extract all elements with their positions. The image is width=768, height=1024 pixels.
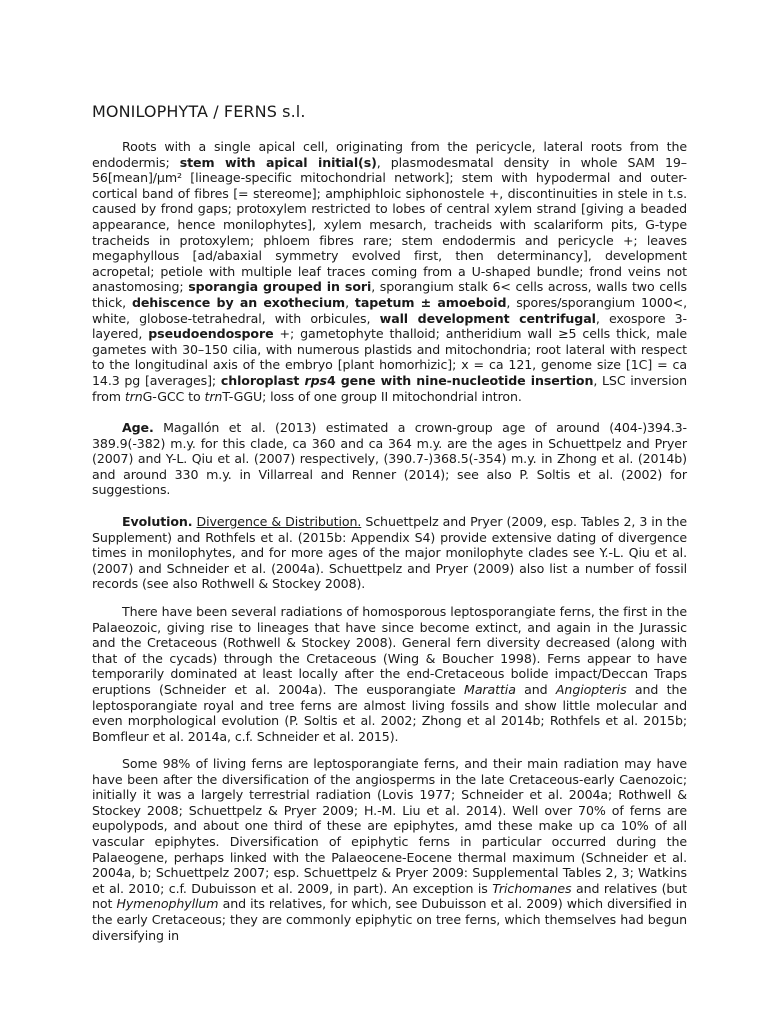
paragraph-radiations: There have been several radiations of homosporous leptosporangiate ferns, the first in the Palaeozoic, giving rise to lineages that have since become extinct, and again in the Jurassic and the Cretaceous (Rothwell & Stockey 2008). General fern diversity decreased (along with that of the cycads) through the Cretaceous (Wing & Boucher 1998). Ferns appear to have temporarily dominated at least locally after the end-Cretaceous bolide impact/Deccan Traps eruptions (Schneider et al. 2004a). The eusporangiate Marattia and Angiopteris and the leptosporangiate royal and tree ferns are almost living fossils and show little molecular and even morphological evolution (P. Soltis et al. 2002; Zhong et al 2014b; Rothfels et al. 2015b; Bomfleur et al. 2014a, c.f. Schneider et al. 2015). (92, 604, 687, 744)
page-title: MONILOPHYTA / FERNS s.l. (92, 102, 306, 121)
paragraph-characters: Roots with a single apical cell, originating from the pericycle, lateral roots from the endodermis; stem with apical initial(s), plasmodesmatal density in whole SAM 19–56[mean]/µm² [lineage-specific mitochondrial network]; stem with hypodermal and outer-cortical band of fibres [= stereome]; amphiphloic siphonostele +, discontinuities in stele in t.s. caused by frond gaps; protoxylem restricted to lobes of central xylem strand [giving a beaded appearance, hence monilophytes], xylem mesarch, tracheids with scalariform pits, G-type tracheids in protoxylem; phloem fibres rare; stem endodermis and pericycle +; leaves megaphyllous [ad/abaxial symmetry evolved first, then determinancy], development acropetal; petiole with multiple leaf traces coming from a U-shaped bundle; frond veins not anastomosing; sporangia grouped in sori, sporangium stalk 6< cells across, walls two cells thick, dehiscence by an exothecium, tapetum ± amoeboid, spores/sporangium 1000<, white, globose-tetrahedral, with orbicules, wall development centrifugal, exospore 3-layered, pseudoendospore +; gametophyte thalloid; antheridium wall ≥5 cells thick, male gametes with 30–150 cilia, with numerous plastids and mitochondria; root lateral with respect to the longitudinal axis of the embryo [plant homorhizic]; x = ca 121, genome size [1C] = ca 14.3 pg [averages]; chloroplast rps4 gene with nine-nucleotide insertion, LSC inversion from trnG-GCC to trnT-GGU; loss of one group II mitochondrial intron. (92, 139, 687, 404)
section-subheading: Divergence & Distribution. (196, 514, 362, 529)
paragraph-age: Age. Magallón et al. (2013) estimated a crown-group age of around (404-)394.3-389.9(-382) m.y. for this clade, ca 360 and ca 364 m.y. are the ages in Schuettpelz and Pryer (2007) and Y-L. Qiu et al. (2007) respectively, (390.7-)368.5(-354) m.y. in Zhong et al. (2014b) and around 330 m.y. in Villarreal and Renner (2014); see also P. Soltis et al. (2002) for suggestions. (92, 420, 687, 498)
paragraph-evolution: Evolution. Divergence & Distribution. Schuettpelz and Pryer (2009, esp. Tables 2, 3 in the Supplement) and Rothfels et al. (2015b: Appendix S4) provide extensive dating of divergence times in monilophytes, and for more ages of the major monilophyte clades see Y.-L. Qiu et al. (2007) and Schneider et al. (2004a). Schuettpelz and Pryer (2009) also list a number of fossil records (see also Rothwell & Stockey 2008). (92, 514, 688, 592)
paragraph-leptosporangiate: Some 98% of living ferns are leptosporangiate ferns, and their main radiation may have have been after the diversification of the angiosperms in the late Cretaceous-early Caenozoic; initially it was a largely terrestrial radiation (Lovis 1977; Schneider et al. 2004a; Rothwell & Stockey 2008; Schuettpelz & Pryer 2009; H.-M. Liu et al. 2014). Well over 70% of ferns are eupolypods, and about one third of these are epiphytes, amd these make up ca 10% of all vascular epiphytes. Diversification of epiphytic ferns in particular occurred during the Palaeogene, perhaps linked with the Palaeocene-Eocene thermal maximum (Schneider et al. 2004a, b; Schuettpelz 2007; esp. Schuettpelz & Pryer 2009: Supplemental Tables 2, 3; Watkins et al. 2010; c.f. Dubuisson et al. 2009, in part). An exception is Trichomanes and relatives (but not Hymenophyllum and its relatives, for which, see Dubuisson et al. 2009) which diversified in the early Cretaceous; they are commonly epiphytic on tree ferns, which themselves had begun diversifying in (92, 756, 687, 943)
